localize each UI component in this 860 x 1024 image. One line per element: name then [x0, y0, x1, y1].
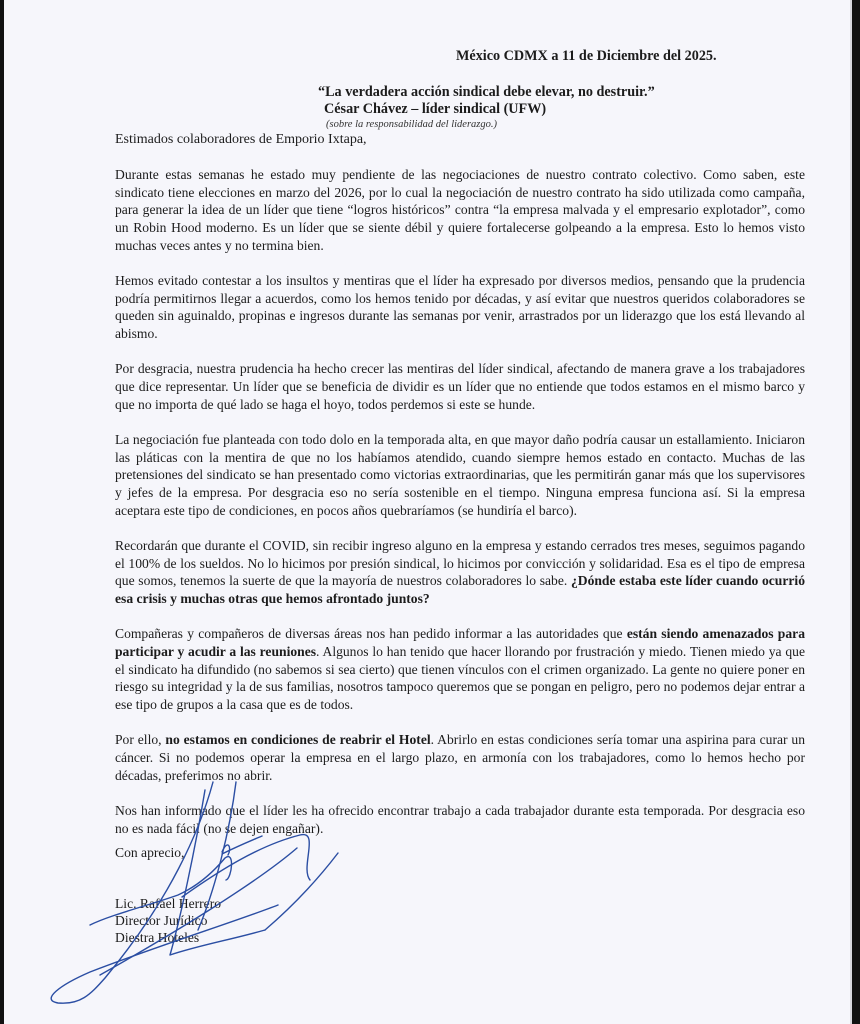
letter-date: México CDMX a 11 de Diciembre del 2025. [456, 48, 717, 64]
paragraph-7-pre: Por ello, [115, 732, 166, 748]
paragraph-4: La negociación fue planteada con todo dolo en la temporada alta, en que mayor daño podría causar un estallamiento. Iniciaron las pláticas con la mentira de que no los habíamos atendido, cuando siempre hemos estado en contacto. Muchas de las pretensiones del sindicato se han presentado como victorias extraordinarias, que les permitirán ganar más que los supervisores y jefes de la empresa. Por desgracia eso no sería sostenible en el tiempo. Ninguna empresa funciona así. Si la empresa aceptara este tipo de condiciones, en pocos años quebraríamos (se hundiría el barco). [115, 431, 805, 518]
letter-page [4, 0, 852, 1024]
closing: Con aprecio, [115, 845, 185, 860]
paragraph-5 [115, 537, 805, 608]
paragraph-8: Nos han informado que el líder les ha ofrecido encontrar trabajo a cada trabajador durante esta temporada. Por desgracia eso no es nada fácil (no se dejen engañar). [115, 802, 805, 836]
paragraph-7 [115, 731, 805, 784]
paragraph-3: Por desgracia, nuestra prudencia ha hecho crecer las mentiras del líder sindical, afectando de manera grave a los trabajadores que dice representar. Un líder que se beneficia de dividir es un líder que no entiende que todos estamos en el mismo barco y que no importa de qué lado se haga el hoyo, todos perdemos si este se hunde. [115, 361, 805, 412]
epigraph-note: (sobre la responsabilidad del liderazgo.) [326, 119, 498, 130]
epigraph-author: César Chávez – líder sindical (UFW) [324, 101, 547, 117]
paragraph-5-bold: ¿Dónde estaba este líder cuando ocurrió esa crisis y muchas otras que hemos afrontado juntos? [115, 573, 805, 607]
signer-name: Lic. Rafael Herrero [115, 896, 222, 911]
signer-title: Director Jurídico [115, 913, 208, 928]
paragraph-1: Durante estas semanas he estado muy pendiente de las negociaciones de nuestro contrato colectivo. Como saben, este sindicato tiene elecciones en marzo del 2026, por lo cual la negociación de nuestro contrato ha sido utilizada como campaña, para generar la idea de un líder que tiene “logros históricos” contra “la empresa malvada y el empresario explotador”, como un Robin Hood moderno. Es un líder que se siente débil y quiere fortalecerse golpeando a la empresa. Esto lo hemos visto muchas veces antes y no termina bien. [115, 167, 805, 253]
letter-body [115, 166, 805, 855]
paragraph-6 [115, 625, 805, 714]
signer-company: Diestra Hoteles [115, 930, 200, 945]
salutation: Estimados colaboradores de Emporio Ixtapa, [115, 132, 367, 147]
paragraph-5-text: Recordarán que durante el COVID, sin recibir ingreso alguno en la empresa y estando cerrados tres meses, seguimos pagando el 100% de los sueldos. No lo hicimos por presión sindical, lo hicimos por convicción y solidaridad. Esa es el tipo de empresa que somos, tenemos la suerte de que la mayoría de nuestros colaboradores lo sabe. [115, 537, 805, 589]
paragraph-6-bold: están siendo amenazados para participar y acudir a las reuniones [115, 626, 805, 659]
paragraph-6-pre: Compañeras y compañeros de diversas áreas nos han pedido informar a las autoridades que [115, 626, 627, 642]
page-edge [850, 0, 852, 1024]
epigraph-quote: “La verdadera acción sindical debe elevar, no destruir.” [318, 84, 655, 100]
paragraph-6-post: . Algunos lo han tenido que hacer llorando por frustración y miedo. Tienen miedo ya que el sindicato ha difundido (no sabemos si sea cierto) que tienen vínculos con el crimen organizado. La gente no quiere poner en riesgo su integridad y la de sus familias, nosotros tampoco queremos que se pongan en peligro, pero no podemos dejar entrar a ese tipo de grupos a la casa que es de todos. [115, 643, 805, 713]
paragraph-7-bold: no estamos en condiciones de reabrir el Hotel [165, 732, 431, 748]
paragraph-2: Hemos evitado contestar a los insultos y mentiras que el líder ha expresado por diversos medios, pensando que la prudencia podría permitirnos llegar a acuerdos, como los hemos tenido por décadas, y así evitar que nuestros queridos colaboradores se queden sin aguinaldo, propinas e ingresos durante las semanas por venir, arrastrados por un liderazgo que los está llevando al abismo. [115, 273, 805, 342]
paragraph-7-post: . Abrirlo en estas condiciones sería tomar una aspirina para curar un cáncer. Si no podemos operar la empresa en el largo plazo, en armonía con los trabajadores, como lo hemos hecho por décadas, preferimos no abrir. [115, 732, 806, 783]
signer-block [115, 895, 221, 946]
